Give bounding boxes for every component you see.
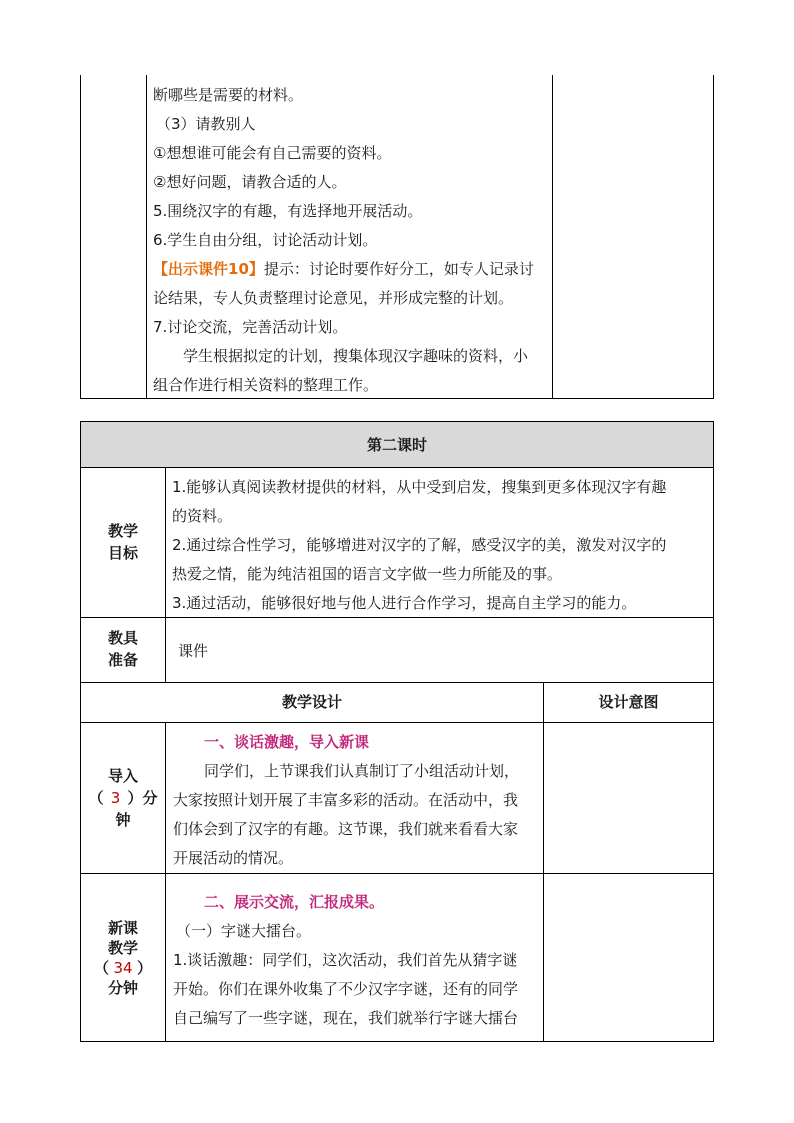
text-line: 6.学生自由分组，讨论活动计划。 (153, 231, 378, 249)
text-line: 论结果，专人负责整理讨论意见，并形成完整的计划。 (153, 289, 514, 307)
design-header: 教学设计 (281, 693, 342, 711)
intro-line: 开展活动的情况。 (173, 849, 294, 867)
text-line: 学生根据拟定的计划，搜集体现汉字趣味的资料，小 (183, 347, 529, 365)
new-lesson-label: 分钟 (107, 979, 138, 997)
lesson-header: 第二课时 (366, 436, 427, 454)
goal-line: 热爱之情，能为纯洁祖国的语言文字做一些力所能及的事。 (172, 565, 563, 583)
text-line: 组合作进行相关资料的整理工作。 (153, 376, 379, 394)
new-line: 开始。你们在课外收集了不少汉字字谜，还有的同学 (173, 980, 519, 998)
intro-label: 导入 (107, 767, 138, 785)
prep-label: 准备 (107, 651, 138, 669)
intro-minutes-value: 3 (110, 789, 121, 807)
goal-line: 1.能够认真阅读教材提供的材料，从中受到启发，搜集到更多体现汉字有趣 (172, 478, 667, 496)
text-line: ①想想谁可能会有自己需要的资料。 (153, 144, 392, 162)
goal-line: 3.通过活动，能够很好地与他人进行合作学习，提高自主学习的能力。 (172, 594, 637, 612)
intro-minutes: （ 3 ）分 (88, 789, 158, 807)
intro-line: 大家按照计划开展了丰富多彩的活动。在活动中，我 (173, 791, 519, 809)
courseware-line (153, 259, 534, 279)
new-line: 1.谈话激趣：同学们，这次活动，我们首先从猜字谜 (173, 951, 518, 969)
text-line: （3）请教别人 (156, 115, 256, 133)
intent-header: 设计意图 (598, 693, 659, 711)
new-minutes-value: 34 (113, 959, 133, 977)
goal-line: 的资料。 (172, 507, 233, 525)
courseware-tag: 【出示课件10】 (153, 260, 264, 278)
goals-label: 目标 (107, 544, 138, 562)
new-line: （一）字谜大擂台。 (176, 922, 312, 940)
text-line: 断哪些是需要的材料。 (153, 86, 304, 104)
goals-label: 教学 (107, 522, 138, 540)
text-line: 7.讨论交流，完善活动计划。 (153, 318, 348, 336)
goal-line: 2.通过综合性学习，能够增进对汉字的了解，感受汉字的美，激发对汉字的 (172, 536, 667, 554)
intro-title: 一、谈话激趣，导入新课 (204, 733, 370, 751)
new-lesson-label: 教学 (107, 939, 138, 957)
new-line: 自己编写了一些字谜，现在，我们就举行字谜大擂台 (173, 1009, 519, 1027)
intro-label: 钟 (115, 811, 131, 829)
new-lesson-label: 新课 (107, 919, 138, 937)
new-title: 二、展示交流，汇报成果。 (204, 893, 385, 911)
intro-line: 们体会到了汉字的有趣。这节课，我们就来看看大家 (173, 820, 519, 838)
text-line: 5.围绕汉字的有趣，有选择地开展活动。 (153, 202, 423, 220)
prep-label: 教具 (107, 629, 138, 647)
courseware-text: 提示：讨论时要作好分工，如专人记录讨 (263, 260, 534, 278)
prep-value: 课件 (178, 642, 209, 660)
intro-line: 同学们，上节课我们认真制订了小组活动计划， (204, 762, 520, 780)
text-line: ②想好问题，请教合适的人。 (153, 173, 347, 191)
new-lesson-minutes: （ 34 ） (93, 959, 153, 977)
